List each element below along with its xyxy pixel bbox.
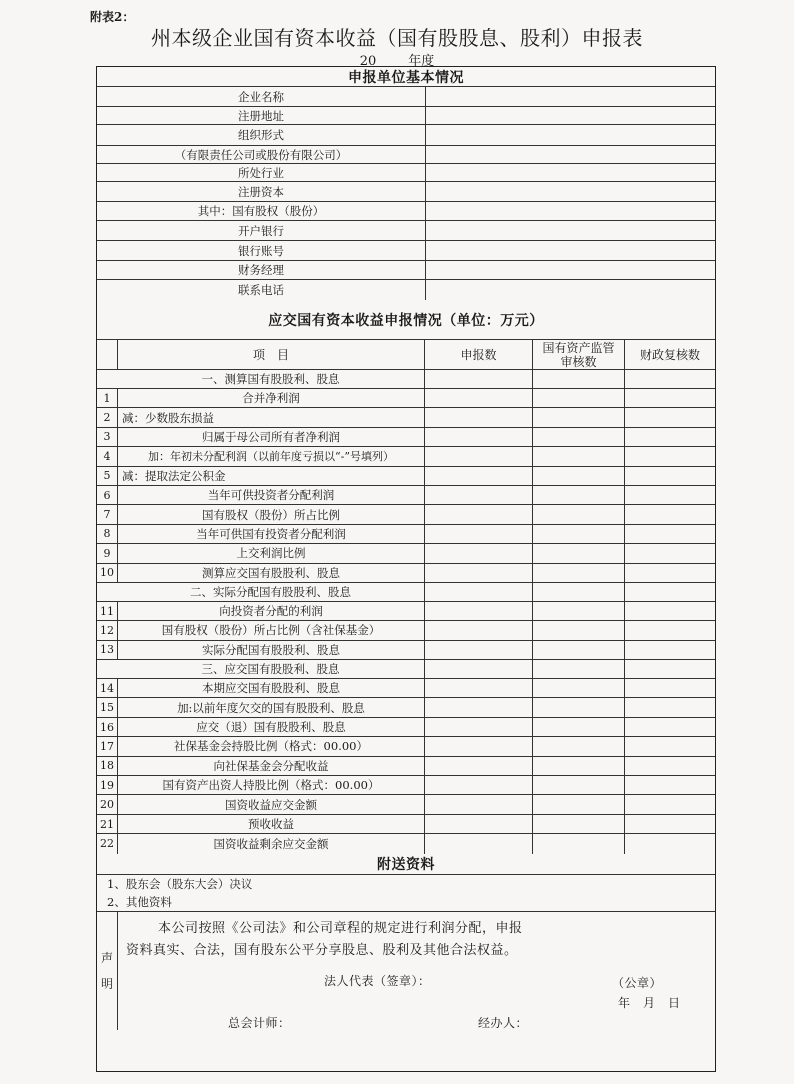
group-blank-cell xyxy=(532,660,624,678)
sasac-review-cell[interactable] xyxy=(532,718,624,736)
basic-info-row xyxy=(97,261,715,280)
sasac-review-cell[interactable] xyxy=(532,679,624,697)
income-row xyxy=(97,737,715,756)
declaration-block xyxy=(97,912,715,1030)
row-number: 3 xyxy=(103,430,111,444)
basic-info-row xyxy=(97,107,715,125)
declaration-text-line-1: 本公司按照《公司法》和公司章程的规定进行利润分配，申报 xyxy=(158,920,523,936)
attachment-item-row xyxy=(97,875,715,894)
declared-amount-cell[interactable] xyxy=(424,698,532,716)
declared-amount-cell[interactable] xyxy=(424,486,532,504)
income-row xyxy=(97,718,715,737)
income-row xyxy=(97,505,715,524)
sasac-review-cell[interactable] xyxy=(532,757,624,775)
basic-info-label: 其中：国有股权（股份） xyxy=(197,204,325,218)
basic-info-row xyxy=(97,146,715,164)
basic-info-value[interactable] xyxy=(425,261,715,279)
row-number-cell xyxy=(97,583,117,601)
column-header-finance: 财政复核数 xyxy=(624,340,715,369)
declared-amount-cell[interactable] xyxy=(424,795,532,813)
finance-review-cell[interactable] xyxy=(624,505,715,523)
declared-amount-cell[interactable] xyxy=(424,447,532,465)
group-blank-cell xyxy=(624,583,715,601)
declared-amount-cell[interactable] xyxy=(424,718,532,736)
income-row xyxy=(97,544,715,563)
basic-info-value[interactable] xyxy=(425,87,715,106)
group-header-label: 二、实际分配国有股股利、股息 xyxy=(190,584,351,599)
income-item-label: 国资收益剩余应交金额 xyxy=(117,834,424,853)
column-header-item: 项 目 xyxy=(117,340,424,369)
row-number: 21 xyxy=(100,817,114,831)
income-row xyxy=(97,467,715,486)
income-row xyxy=(97,602,715,621)
income-row xyxy=(97,815,715,834)
group-blank-cell xyxy=(624,660,715,678)
income-item-label: 实际分配国有股股利、股息 xyxy=(117,641,424,659)
basic-info-label: 注册资本 xyxy=(238,184,284,199)
income-row xyxy=(97,564,715,583)
year-suffix: 年度 xyxy=(408,54,435,69)
declared-amount-cell[interactable] xyxy=(424,834,532,853)
finance-review-cell[interactable] xyxy=(624,621,715,639)
sasac-review-cell[interactable] xyxy=(532,776,624,794)
declared-amount-cell[interactable] xyxy=(424,564,532,582)
finance-review-cell[interactable] xyxy=(624,815,715,833)
declared-amount-cell[interactable] xyxy=(424,815,532,833)
basic-info-row xyxy=(97,221,715,241)
income-item-label: 当年可供投资者分配利润 xyxy=(117,486,424,504)
basic-info-value[interactable] xyxy=(425,146,715,163)
basic-info-row xyxy=(97,87,715,107)
sasac-review-cell[interactable] xyxy=(532,834,624,853)
sasac-review-cell[interactable] xyxy=(532,815,624,833)
sasac-review-cell[interactable] xyxy=(532,641,624,659)
declaration-label-char: 明 xyxy=(100,976,113,991)
sasac-review-cell[interactable] xyxy=(532,602,624,620)
income-item-label: 合并净利润 xyxy=(117,389,424,407)
basic-info-value[interactable] xyxy=(425,164,715,181)
row-number: 17 xyxy=(100,739,114,753)
income-item-label: 减：少数股东损益 xyxy=(117,408,424,426)
row-number: 9 xyxy=(103,546,111,560)
income-item-label: 当年可供国有投资者分配利润 xyxy=(117,525,424,543)
income-row xyxy=(97,776,715,795)
finance-review-cell[interactable] xyxy=(624,679,715,697)
income-item-label: 本期应交国有股股利、股息 xyxy=(117,679,424,697)
basic-info-row xyxy=(97,241,715,261)
group-header-row xyxy=(97,660,715,679)
sasac-review-cell[interactable] xyxy=(532,795,624,813)
group-blank-cell xyxy=(532,583,624,601)
legal-representative-signature: 法人代表（签章）： xyxy=(324,973,431,988)
sasac-review-cell[interactable] xyxy=(532,525,624,543)
sasac-review-cell[interactable] xyxy=(532,621,624,639)
row-number: 7 xyxy=(103,508,111,522)
income-section-title: 应交国有资本收益申报情况（单位：万元） xyxy=(268,312,544,329)
chief-accountant-signature: 总会计师： xyxy=(228,1015,291,1030)
row-number: 12 xyxy=(100,623,114,637)
row-number: 6 xyxy=(103,488,111,502)
group-header-row xyxy=(97,370,715,389)
income-row xyxy=(97,834,715,853)
group-header-label: 三、应交国有股股利、股息 xyxy=(201,662,340,677)
row-number-cell xyxy=(97,370,117,388)
income-item-label: 应交（退）国有股股利、股息 xyxy=(117,718,424,736)
basic-info-value[interactable] xyxy=(425,182,715,201)
income-row xyxy=(97,447,715,466)
finance-review-cell[interactable] xyxy=(624,737,715,755)
income-item-label: 社保基金会持股比例（格式：00.00） xyxy=(117,737,424,755)
income-section-header xyxy=(97,300,715,340)
basic-info-row xyxy=(97,125,715,146)
finance-review-cell[interactable] xyxy=(624,698,715,716)
declared-amount-cell[interactable] xyxy=(424,408,532,426)
basic-info-value[interactable] xyxy=(425,221,715,240)
sasac-review-cell[interactable] xyxy=(532,467,624,485)
row-number: 16 xyxy=(100,720,114,734)
basic-info-value[interactable] xyxy=(425,125,715,145)
row-number: 1 xyxy=(103,391,111,405)
signature-date: 年 月 日 xyxy=(618,995,681,1010)
basic-info-label: 财务经理 xyxy=(238,263,284,277)
basic-info-value[interactable] xyxy=(425,241,715,260)
header-blank-cell xyxy=(97,340,117,369)
income-item-label: 加:以前年度欠交的国有股股利、股息 xyxy=(117,698,424,716)
declaration-form xyxy=(96,66,716,1072)
declared-amount-cell[interactable] xyxy=(424,621,532,639)
group-blank-cell xyxy=(532,370,624,388)
finance-review-cell[interactable] xyxy=(624,641,715,659)
column-header-declared: 申报数 xyxy=(424,340,532,369)
income-row xyxy=(97,486,715,505)
row-number: 2 xyxy=(103,411,111,425)
row-number: 11 xyxy=(100,604,114,618)
finance-review-cell[interactable] xyxy=(624,834,715,853)
group-header-row xyxy=(97,583,715,602)
sasac-review-cell[interactable] xyxy=(532,505,624,523)
finance-review-cell[interactable] xyxy=(624,525,715,543)
declared-amount-cell[interactable] xyxy=(424,505,532,523)
declared-amount-cell[interactable] xyxy=(424,757,532,775)
attachment-label: 附表2： xyxy=(90,10,135,24)
declared-amount-cell[interactable] xyxy=(424,776,532,794)
sasac-review-cell[interactable] xyxy=(532,428,624,446)
finance-review-cell[interactable] xyxy=(624,467,715,485)
basic-info-row xyxy=(97,202,715,221)
income-item-label: 预收收益 xyxy=(117,815,424,833)
attachment-item-row xyxy=(97,894,715,912)
basic-info-value[interactable] xyxy=(425,202,715,220)
declared-amount-cell[interactable] xyxy=(424,641,532,659)
income-row xyxy=(97,757,715,776)
basic-info-label: 注册地址 xyxy=(238,108,284,123)
row-number: 10 xyxy=(100,566,114,580)
income-item-label: 归属于母公司所有者净利润 xyxy=(117,428,424,446)
group-blank-cell xyxy=(424,583,532,601)
finance-review-cell[interactable] xyxy=(624,389,715,407)
declaration-body xyxy=(117,912,715,1030)
income-item-label: 测算应交国有股股利、股息 xyxy=(117,564,424,582)
basic-info-label: 开户银行 xyxy=(238,223,284,238)
income-item-label: 国有股权（股份）所占比例（含社保基金） xyxy=(117,621,424,639)
finance-review-cell[interactable] xyxy=(624,795,715,813)
finance-review-cell[interactable] xyxy=(624,486,715,504)
income-item-label: 向投资者分配的利润 xyxy=(117,602,424,620)
row-number: 5 xyxy=(103,469,111,483)
sasac-review-cell[interactable] xyxy=(532,544,624,562)
basic-section-header xyxy=(97,67,715,87)
basic-info-label: 银行账号 xyxy=(238,243,284,258)
finance-review-cell[interactable] xyxy=(624,447,715,465)
row-number: 19 xyxy=(100,778,114,792)
income-column-header xyxy=(97,340,715,370)
declaration-label-char: 声 xyxy=(100,950,113,965)
income-row xyxy=(97,621,715,640)
income-row xyxy=(97,408,715,427)
declared-amount-cell[interactable] xyxy=(424,467,532,485)
attachments-title: 附送资料 xyxy=(377,856,435,873)
income-item-label: 国有股权（股份）所占比例 xyxy=(117,505,424,523)
group-blank-cell xyxy=(424,660,532,678)
finance-review-cell[interactable] xyxy=(624,428,715,446)
finance-review-cell[interactable] xyxy=(624,544,715,562)
finance-review-cell[interactable] xyxy=(624,564,715,582)
row-number: 20 xyxy=(100,798,114,812)
row-number: 18 xyxy=(100,759,114,773)
sasac-review-cell[interactable] xyxy=(532,389,624,407)
declared-amount-cell[interactable] xyxy=(424,544,532,562)
income-item-label: 加：年初未分配利润（以前年度亏损以“-”号填列） xyxy=(117,447,424,465)
row-number: 8 xyxy=(103,527,111,541)
basic-info-row xyxy=(97,164,715,182)
income-row xyxy=(97,641,715,660)
income-item-label: 上交利润比例 xyxy=(117,544,424,562)
sasac-review-cell[interactable] xyxy=(532,737,624,755)
sasac-review-cell[interactable] xyxy=(532,564,624,582)
finance-review-cell[interactable] xyxy=(624,602,715,620)
group-blank-cell xyxy=(624,370,715,388)
column-header-sasac: 国有资产监管审核数 xyxy=(532,340,624,369)
declared-amount-cell[interactable] xyxy=(424,525,532,543)
income-row xyxy=(97,525,715,544)
attachment-item-1: 1、股东会（股东大会）决议 xyxy=(107,877,253,892)
row-number: 13 xyxy=(100,643,114,657)
income-item-label: 减：提取法定公积金 xyxy=(117,467,424,485)
basic-info-label: 组织形式 xyxy=(238,128,284,142)
basic-info-value[interactable] xyxy=(425,107,715,124)
income-row xyxy=(97,679,715,698)
finance-review-cell[interactable] xyxy=(624,776,715,794)
sasac-review-cell[interactable] xyxy=(532,486,624,504)
income-item-label: 国有资产出资人持股比例（格式：00.00） xyxy=(117,776,424,794)
declaration-text-line-2: 资料真实、合法，国有股东公平分享股息、股利及其他合法权益。 xyxy=(126,942,518,958)
row-number: 14 xyxy=(100,681,114,695)
row-number: 15 xyxy=(100,701,114,715)
company-seal-label: （公章） xyxy=(612,975,663,990)
declared-amount-cell[interactable] xyxy=(424,679,532,697)
attachment-item-2: 2、其他资料 xyxy=(107,895,172,910)
attachments-header xyxy=(97,854,715,875)
basic-info-row xyxy=(97,182,715,202)
finance-review-cell[interactable] xyxy=(624,408,715,426)
row-number: 4 xyxy=(103,449,111,463)
basic-info-value[interactable] xyxy=(425,280,715,300)
income-row xyxy=(97,698,715,717)
year-prefix: 20 xyxy=(359,54,377,69)
income-item-label: 国资收益应交金额 xyxy=(117,795,424,813)
handler-signature: 经办人： xyxy=(478,1015,529,1030)
basic-info-label: （有限责任公司或股份有限公司） xyxy=(174,147,348,162)
declared-amount-cell[interactable] xyxy=(424,389,532,407)
declaration-label xyxy=(97,912,117,1030)
sasac-review-cell[interactable] xyxy=(532,447,624,465)
basic-info-label: 所处行业 xyxy=(238,165,284,180)
group-header-label: 一、测算国有股股利、股息 xyxy=(201,372,340,386)
income-row xyxy=(97,389,715,408)
finance-review-cell[interactable] xyxy=(624,757,715,775)
row-number: 22 xyxy=(100,837,114,851)
basic-section-title: 申报单位基本情况 xyxy=(348,69,464,86)
declared-amount-cell[interactable] xyxy=(424,602,532,620)
basic-info-row xyxy=(97,280,715,300)
row-number-cell xyxy=(97,660,117,678)
income-row xyxy=(97,428,715,447)
income-row xyxy=(97,795,715,814)
sasac-review-cell[interactable] xyxy=(532,698,624,716)
declared-amount-cell[interactable] xyxy=(424,737,532,755)
basic-info-label: 企业名称 xyxy=(238,89,284,104)
group-blank-cell xyxy=(424,370,532,388)
sasac-review-cell[interactable] xyxy=(532,408,624,426)
income-item-label: 向社保基金会分配收益 xyxy=(117,757,424,775)
finance-review-cell[interactable] xyxy=(624,718,715,736)
basic-info-label: 联系电话 xyxy=(238,283,284,297)
declared-amount-cell[interactable] xyxy=(424,428,532,446)
form-title: 州本级企业国有资本收益（国有股股息、股利）申报表 xyxy=(151,26,643,50)
